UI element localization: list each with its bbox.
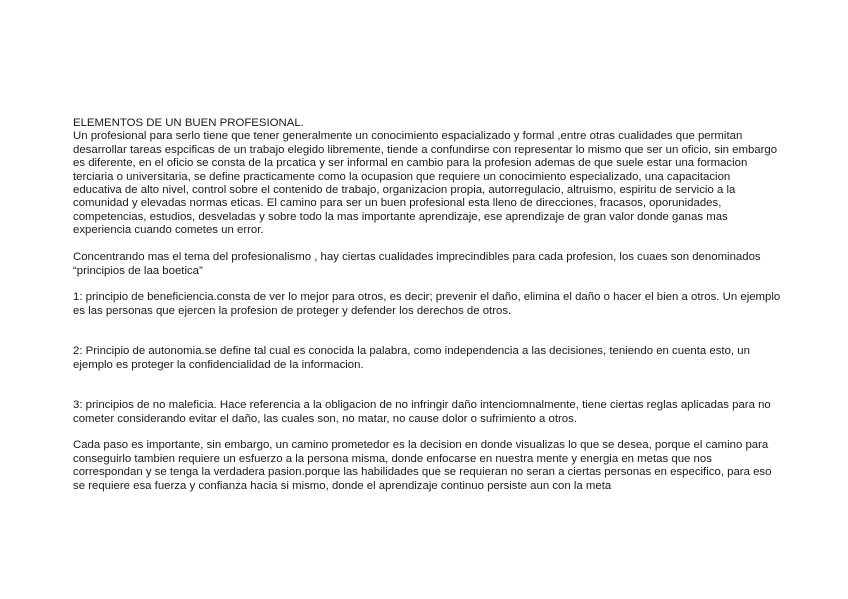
principle-autonomy-paragraph: 2: Principio de autonomia.se define tal cual es conocida la palabra, como independencia a las decisiones, teniendo en cuenta esto, un ejemplo es proteger la confidencialidad de la informacion. bbox=[73, 345, 750, 371]
closing-paragraph: Cada paso es importante, sin embargo, un camino prometedor es la decision en donde visualizas lo que se desea, porque el camino para conseguirlo tambien requiere un esfuerzo a la persona misma, donde enfocarse en nuestra mente y energia en metas que nos correspondan y se tenga la verdadera pasion.porque las habilidades que se requieran no seran a ciertas personas en especifico, para eso se requiere esa fuerza y confianza hacia si mismo, donde el aprendizaje continuo persiste aun con la meta bbox=[73, 439, 772, 492]
document-title: ELEMENTOS DE UN BUEN PROFESIONAL. bbox=[73, 117, 304, 129]
intro-paragraph: Un profesional para serlo tiene que tener generalmente un conocimiento espacializado y formal ,entre otras cualidades que permitan desarrollar tareas espcificas de un trabajo elegido libremente, tiende a confundirse con representar lo mismo que ser un oficio, sin embargo es diferente, en el oficio se consta de la prcatica y ser informal en cambio para la profesion ademas de que suele estar una formacion terciaria o universitaria, se define practicamente como la ocupasion que requiere un conocimiento especializado, una capacitacion educativa de alto nivel, control sobre el contenido de trabajo, organizacion propia, autorregulacio, altruismo, espiritu de servicio a la comunidad y elevadas normas eticas. El camino para ser un buen profesional esta lleno de direcciones, fracasos, oporunidades, competencias, estudios, desveladas y sobre todo la mas importante aprendizaje, ese aprendizaje de gran valor donde ganas mas experiencia cuando cometes un error. bbox=[73, 130, 778, 237]
paragraph-spacer bbox=[73, 238, 781, 252]
paragraph-spacer bbox=[73, 318, 781, 345]
principle-beneficence-paragraph: 1: principio de beneficiencia.consta de ver lo mejor para otros, es decir; prevenir el daño, elimina el daño o hacer el bien a otros. Un ejemplo es las personas que ejercen la profesion de proteger y defender los derechos de otros. bbox=[73, 291, 781, 317]
paragraph-spacer bbox=[73, 278, 781, 292]
paragraph-spacer bbox=[73, 426, 781, 440]
document-page bbox=[73, 117, 781, 493]
paragraph-spacer bbox=[73, 372, 781, 399]
principles-intro-paragraph: Concentrando mas el tema del profesionalismo , hay ciertas cualidades imprecindibles para cada profesion, los cuaes son denominados “principios de laa boetica” bbox=[73, 251, 761, 277]
principle-nonmaleficence-paragraph: 3: principios de no maleficia. Hace referencia a la obligacion de no infringir daño intenciomnalmente, tiene ciertas reglas aplicadas para no cometer considerando evitar el daño, las cuales son, no matar, no cause dolor o sufrimiento a otros. bbox=[73, 399, 771, 425]
